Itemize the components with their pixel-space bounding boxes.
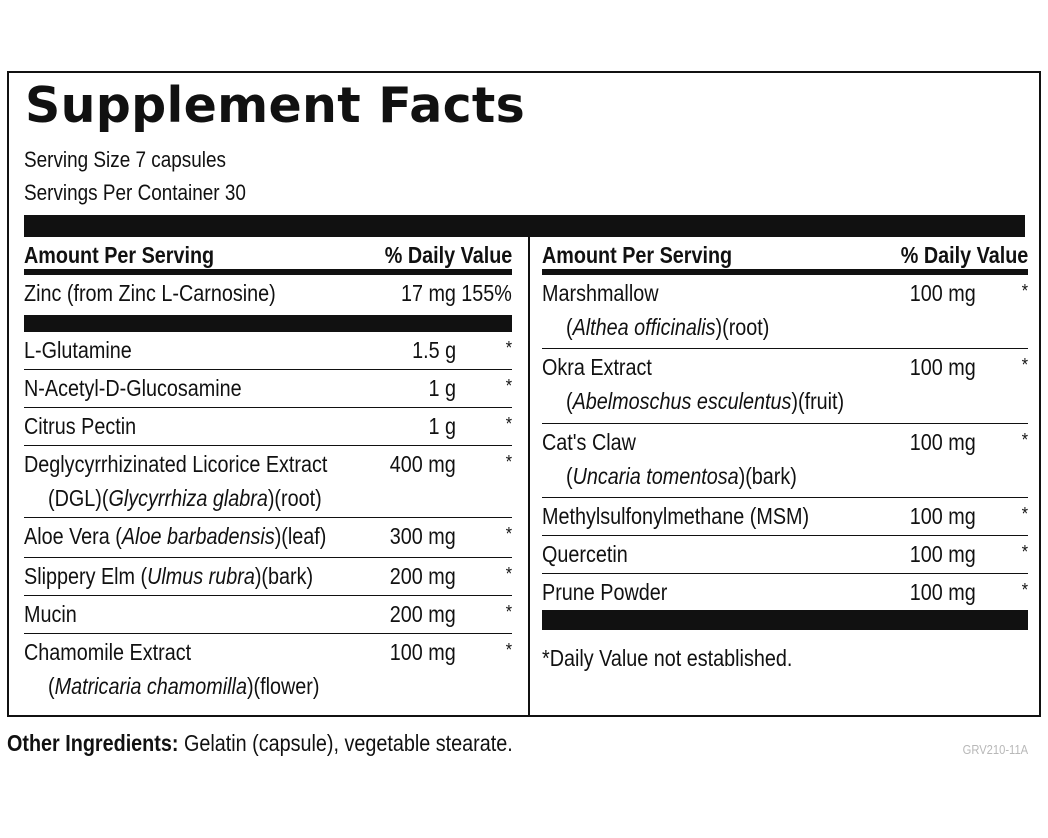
ingredient-daily-value: *	[505, 640, 512, 660]
ingredient-row	[542, 498, 1028, 536]
ingredient-daily-value: *	[1021, 355, 1028, 375]
ingredient-amount: 100 mg	[910, 280, 976, 306]
amount-header: Amount Per Serving	[24, 242, 215, 268]
ingredient-daily-value: *	[505, 338, 512, 358]
ingredient-row	[542, 424, 1028, 498]
ingredient-daily-value: *	[1021, 580, 1028, 600]
ingredient-name: Quercetin	[542, 541, 628, 567]
ingredient-daily-value: *	[1021, 504, 1028, 524]
ingredient-source: (DGL)(Glycyrrhiza glabra)(root)	[48, 485, 322, 511]
ingredient-amount: 1 g	[428, 375, 456, 401]
other-ingredients-text: Gelatin (capsule), vegetable stearate.	[178, 730, 513, 756]
other-ingredients	[7, 732, 513, 755]
serving-size: Serving Size 7 capsules	[24, 147, 226, 172]
ingredient-row	[542, 349, 1028, 424]
ingredient-daily-value: *	[1021, 542, 1028, 562]
ingredient-amount: 100 mg	[390, 639, 456, 665]
panel-title: Supplement Facts	[25, 77, 526, 134]
other-ingredients-label: Other Ingredients:	[7, 730, 179, 756]
ingredient-amount: 400 mg	[390, 451, 456, 477]
section-divider	[542, 610, 1028, 630]
ingredient-row	[24, 446, 512, 518]
amount-header: Amount Per Serving	[542, 242, 733, 268]
ingredient-amount: 1.5 g	[412, 337, 456, 363]
ingredient-name: Mucin	[24, 601, 77, 627]
ingredient-name: Slippery Elm (Ulmus rubra)(bark)	[24, 563, 314, 589]
ingredient-daily-value: *	[505, 414, 512, 434]
daily-value-header: % Daily Value	[900, 242, 1028, 268]
ingredient-row	[542, 574, 1028, 610]
servings-per-container: Servings Per Container 30	[24, 180, 246, 205]
nutrient-row-zinc	[24, 275, 512, 315]
ingredient-daily-value: *	[505, 452, 512, 472]
nutrient-amount: 17 mg	[401, 280, 456, 306]
ingredient-name: Prune Powder	[542, 579, 668, 605]
ingredient-name: Deglycyrrhizinated Licorice Extract	[24, 451, 328, 477]
ingredient-amount: 100 mg	[910, 503, 976, 529]
ingredient-name: L-Glutamine	[24, 337, 132, 363]
section-divider	[24, 315, 512, 332]
ingredient-row	[24, 518, 512, 558]
ingredient-row	[24, 596, 512, 634]
ingredient-row	[24, 370, 512, 408]
ingredient-amount: 200 mg	[390, 601, 456, 627]
column-header	[24, 237, 512, 275]
ingredient-daily-value: *	[1021, 281, 1028, 301]
ingredient-amount: 200 mg	[390, 563, 456, 589]
ingredient-name: Chamomile Extract	[24, 639, 192, 665]
ingredient-amount: 300 mg	[390, 523, 456, 549]
ingredient-amount: 100 mg	[910, 541, 976, 567]
ingredient-daily-value: *	[1021, 430, 1028, 450]
nutrient-name: Zinc (from Zinc L-Carnosine)	[24, 280, 276, 306]
ingredient-row	[542, 275, 1028, 349]
ingredient-name: Okra Extract	[542, 354, 652, 380]
supplement-facts-panel	[7, 71, 1041, 717]
ingredient-source: (Abelmoschus esculentus)(fruit)	[566, 388, 845, 414]
left-column	[24, 237, 512, 706]
ingredient-daily-value: *	[505, 564, 512, 584]
column-divider	[528, 235, 530, 715]
thick-divider	[24, 215, 1025, 237]
ingredient-daily-value: *	[505, 376, 512, 396]
column-header	[542, 237, 1028, 275]
nutrient-daily-value: 155%	[461, 280, 512, 306]
daily-value-footnote: *Daily Value not established.	[542, 645, 793, 671]
ingredient-name: Citrus Pectin	[24, 413, 137, 439]
product-code: GRV210-11A	[962, 742, 1028, 757]
ingredient-row	[24, 332, 512, 370]
ingredient-row	[24, 558, 512, 596]
ingredient-amount: 100 mg	[910, 429, 976, 455]
ingredient-row	[542, 536, 1028, 574]
ingredient-daily-value: *	[505, 524, 512, 544]
ingredient-daily-value: *	[505, 602, 512, 622]
daily-value-header: % Daily Value	[384, 242, 512, 268]
ingredient-source: (Uncaria tomentosa)(bark)	[566, 463, 797, 489]
ingredient-amount: 1 g	[428, 413, 456, 439]
ingredient-amount: 100 mg	[910, 579, 976, 605]
ingredient-name: Marshmallow	[542, 280, 659, 306]
ingredient-row	[24, 634, 512, 706]
ingredient-name: Aloe Vera (Aloe barbadensis)(leaf)	[24, 523, 327, 549]
ingredient-name: Cat's Claw	[542, 429, 636, 455]
ingredient-source: (Matricaria chamomilla)(flower)	[48, 673, 320, 699]
ingredient-source: (Althea officinalis)(root)	[566, 314, 770, 340]
ingredient-name: N-Acetyl-D-Glucosamine	[24, 375, 242, 401]
right-column	[542, 237, 1028, 630]
ingredient-row	[24, 408, 512, 446]
ingredient-name: Methylsulfonylmethane (MSM)	[542, 503, 810, 529]
ingredient-amount: 100 mg	[910, 354, 976, 380]
